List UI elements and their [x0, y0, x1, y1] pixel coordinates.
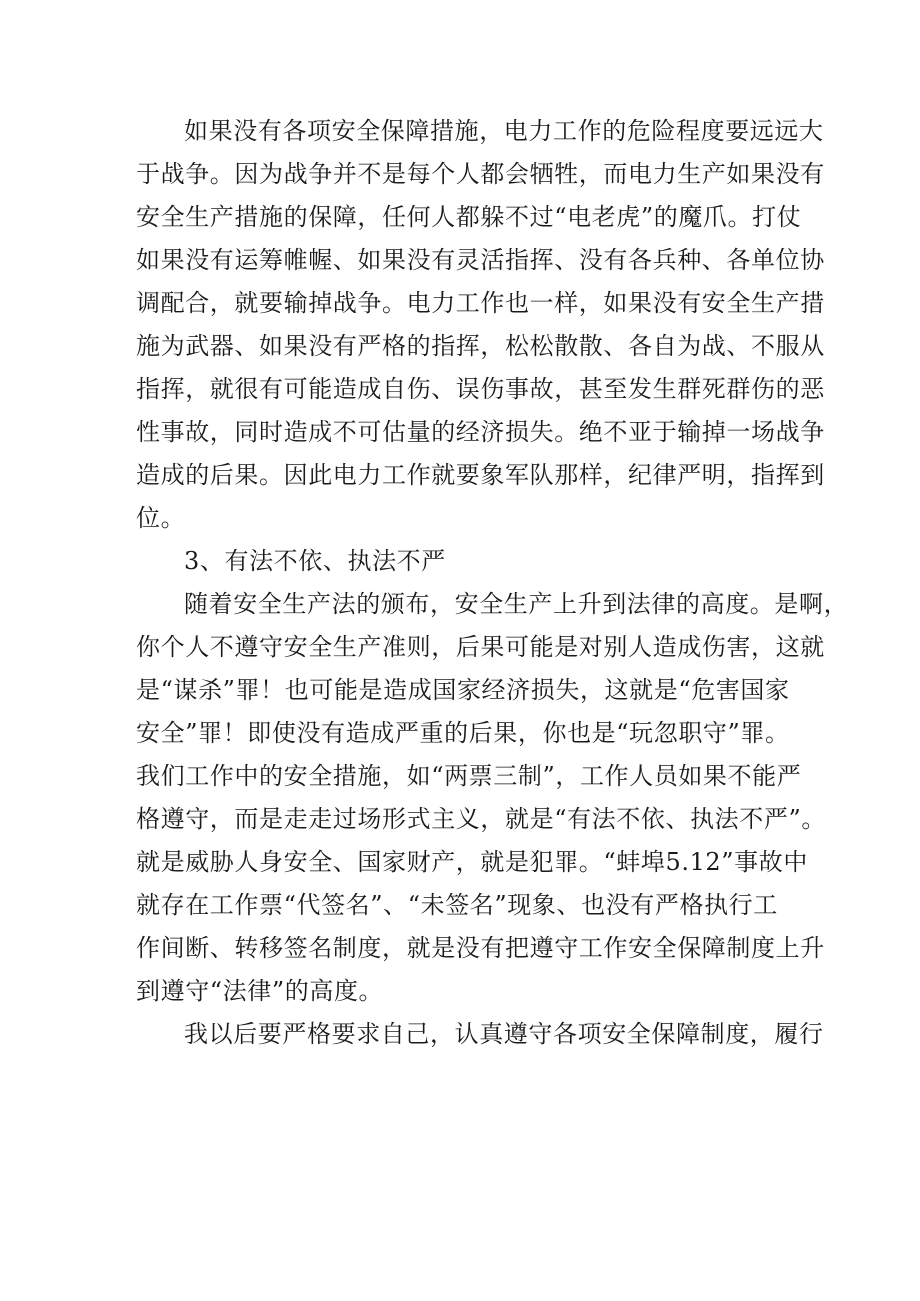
paragraph-2-line-7: 就是威胁人身安全、国家财产，就是犯罪。“蚌埠5.12”事故中 — [136, 848, 808, 876]
paragraph-1-line-5: 调配合，就要输掉战争。电力工作也一样，如果没有安全生产措 — [136, 289, 825, 317]
paragraph-1-line-1: 如果没有各项安全保障措施，电力工作的危险程度要远远大 — [184, 117, 824, 145]
paragraph-1-line-2: 于战争。因为战争并不是每个人都会牺牲，而电力生产如果没有 — [136, 160, 825, 188]
paragraph-1-line-6: 施为武器、如果没有严格的指挥，松松散散、各自为战、不服从 — [136, 332, 825, 360]
section-heading-3: 3、有法不依、执法不严 — [184, 547, 446, 575]
paragraph-1-line-7: 指挥，就很有可能造成自伤、误伤事故，甚至发生群死群伤的恶 — [136, 375, 825, 403]
paragraph-2-line-10: 到遵守“法律”的高度。 — [136, 977, 384, 1005]
paragraph-1-line-3: 安全生产措施的保障，任何人都躲不过“电老虎”的魔爪。打仗 — [136, 203, 802, 231]
paragraph-2-line-1: 随着安全生产法的颁布，安全生产上升到法律的高度。是啊， — [184, 590, 849, 618]
paragraph-1-line-10: 位。 — [136, 504, 186, 532]
paragraph-2-line-4: 安全”罪！即使没有造成严重的后果，你也是“玩忽职守”罪。 — [136, 719, 790, 747]
paragraph-2-line-8: 就存在工作票“代签名”、“未签名”现象、也没有严格执行工 — [136, 891, 778, 919]
paragraph-2-line-9: 作间断、转移签名制度，就是没有把遵守工作安全保障制度上升 — [136, 934, 825, 962]
paragraph-2-line-5: 我们工作中的安全措施，如“两票三制”，工作人员如果不能严 — [136, 762, 802, 790]
paragraph-2-line-3: 是“谋杀”罪！也可能是造成国家经济损失，这就是“危害国家 — [136, 676, 790, 704]
paragraph-2-line-6: 格遵守，而是走走过场形式主义，就是“有法不依、执法不严”。 — [136, 805, 826, 833]
paragraph-3-line-1: 我以后要严格要求自己，认真遵守各项安全保障制度，履行 — [184, 1020, 824, 1048]
paragraph-1-line-8: 性事故，同时造成不可估量的经济损失。绝不亚于输掉一场战争 — [136, 418, 825, 446]
paragraph-1-line-9: 造成的后果。因此电力工作就要象军队那样，纪律严明，指挥到 — [136, 461, 825, 489]
paragraph-2-line-2: 你个人不遵守安全生产准则，后果可能是对别人造成伤害，这就 — [136, 633, 825, 661]
paragraph-1-line-4: 如果没有运筹帷幄、如果没有灵活指挥、没有各兵种、各单位协 — [136, 246, 825, 274]
